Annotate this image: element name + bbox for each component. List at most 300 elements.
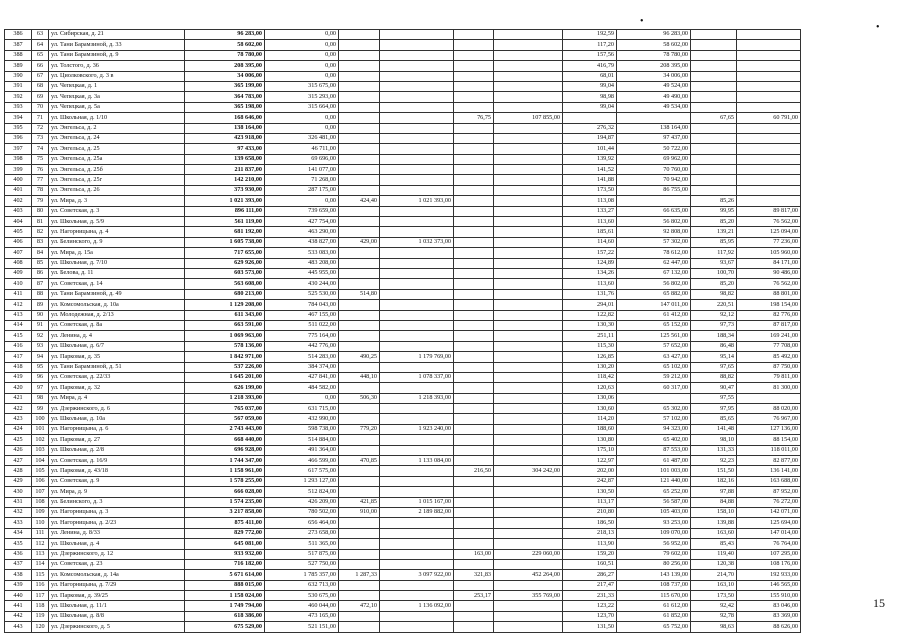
table-row	[5, 528, 801, 538]
table-cell: ул. Энгельса, д. 2	[49, 123, 185, 133]
table-cell: 79 602,00	[617, 549, 691, 559]
table-cell: 1 785 357,00	[265, 570, 339, 580]
table-cell	[380, 591, 454, 601]
table-cell: 61 487,00	[617, 456, 691, 466]
table-cell: ул. Нагорницына, д. 6	[49, 424, 185, 434]
table-cell	[380, 341, 454, 351]
table-cell: 63 427,00	[617, 352, 691, 362]
table-cell: 136 141,00	[737, 466, 801, 476]
table-cell: 409	[5, 268, 32, 278]
table-cell: 1 645 201,00	[185, 372, 265, 382]
table-cell: 86,48	[691, 341, 737, 351]
table-cell: 100,70	[691, 268, 737, 278]
table-cell: 427 754,00	[265, 217, 339, 227]
table-cell: 484 582,00	[265, 383, 339, 393]
table-cell	[494, 30, 563, 40]
table-cell	[454, 435, 494, 445]
table-cell	[380, 487, 454, 497]
table-cell	[454, 507, 494, 517]
table-cell	[494, 40, 563, 50]
table-cell: 88 154,00	[737, 435, 801, 445]
table-cell: 98,63	[691, 622, 737, 632]
table-cell	[494, 310, 563, 320]
table-cell	[339, 435, 380, 445]
table-cell	[494, 258, 563, 268]
table-cell	[454, 310, 494, 320]
table-cell: ул. Парковая, д. 35	[49, 352, 185, 362]
table-cell	[454, 320, 494, 330]
table-cell: 294,01	[563, 300, 617, 310]
table-cell	[494, 622, 563, 632]
table-cell: 716 182,00	[185, 559, 265, 569]
table-cell: 399	[5, 165, 32, 175]
table-cell: 779,20	[339, 424, 380, 434]
table-cell	[454, 372, 494, 382]
table-cell: 91	[32, 320, 49, 330]
table-cell	[339, 539, 380, 549]
table-cell: ул. Парковая, д. 43/18	[49, 466, 185, 476]
table-cell: 65 882,00	[617, 289, 691, 299]
table-cell: 60 791,00	[737, 113, 801, 123]
table-cell: 251,11	[563, 331, 617, 341]
table-cell: 214,70	[691, 570, 737, 580]
table-cell: ул. Советская, д. 23	[49, 559, 185, 569]
table-cell: ул. Дзержинского, д. 5	[49, 622, 185, 632]
table-cell: 65 302,00	[617, 404, 691, 414]
table-cell: 112	[32, 539, 49, 549]
table-cell: 910,00	[339, 507, 380, 517]
table-cell	[737, 123, 801, 133]
table-cell	[454, 424, 494, 434]
table-cell: 60 317,00	[617, 383, 691, 393]
table-cell: ул. Мира, д. 9	[49, 487, 185, 497]
table-cell: 415	[5, 331, 32, 341]
table-cell: 82 776,00	[737, 310, 801, 320]
table-cell: 139,88	[691, 518, 737, 528]
table-row	[5, 580, 801, 590]
table-cell	[691, 102, 737, 112]
table-cell: 118 011,00	[737, 445, 801, 455]
table-cell	[380, 622, 454, 632]
table-cell: 68	[32, 81, 49, 91]
table-cell	[454, 300, 494, 310]
table-cell	[494, 237, 563, 247]
table-cell	[454, 279, 494, 289]
table-cell: 61 612,00	[617, 601, 691, 611]
table-cell: 424	[5, 424, 32, 434]
table-cell: ул. Мира, д. 15а	[49, 248, 185, 258]
table-row	[5, 268, 801, 278]
table-cell	[380, 549, 454, 559]
table-cell	[380, 61, 454, 71]
table-cell: 76 764,00	[737, 539, 801, 549]
table-cell: 175,10	[563, 445, 617, 455]
table-cell	[494, 393, 563, 403]
table-cell: 97,88	[691, 487, 737, 497]
table-row	[5, 487, 801, 497]
table-cell: 130,80	[563, 435, 617, 445]
table-cell	[380, 113, 454, 123]
table-cell	[380, 466, 454, 476]
table-cell: ул. Молодежная, д. 2/13	[49, 310, 185, 320]
table-cell: 1 129 208,00	[185, 300, 265, 310]
table-cell: 107 855,00	[494, 113, 563, 123]
table-cell: 79	[32, 196, 49, 206]
table-cell: 85,26	[691, 196, 737, 206]
table-cell	[494, 300, 563, 310]
table-cell: 355 769,00	[494, 591, 563, 601]
table-cell	[691, 92, 737, 102]
table-cell: 527 750,00	[265, 559, 339, 569]
table-cell	[494, 539, 563, 549]
table-cell	[339, 268, 380, 278]
table-cell: 411	[5, 289, 32, 299]
table-cell	[617, 113, 691, 123]
table-cell	[380, 217, 454, 227]
table-cell: 632 713,00	[265, 580, 339, 590]
table-cell: 1 923 240,00	[380, 424, 454, 434]
table-cell	[339, 50, 380, 60]
table-cell: 182,16	[691, 476, 737, 486]
table-cell: 102	[32, 435, 49, 445]
table-cell: 286,27	[563, 570, 617, 580]
table-cell: 428	[5, 466, 32, 476]
table-cell: 875 411,00	[185, 518, 265, 528]
table-cell	[563, 113, 617, 123]
table-cell: 696 928,00	[185, 445, 265, 455]
table-cell: 67 132,00	[617, 268, 691, 278]
table-cell: 97,73	[691, 320, 737, 330]
table-row	[5, 435, 801, 445]
table-row	[5, 476, 801, 486]
table-cell: ул. Советская, д. 9	[49, 476, 185, 486]
table-cell: 57 652,00	[617, 341, 691, 351]
table-cell: 472,10	[339, 601, 380, 611]
table-cell: 89 817,00	[737, 206, 801, 216]
table-row	[5, 227, 801, 237]
table-cell: 437	[5, 559, 32, 569]
table-cell: 396	[5, 133, 32, 143]
table-cell: ул. Энгельса, д. 26	[49, 185, 185, 195]
table-cell: 421,85	[339, 497, 380, 507]
table-cell: 76	[32, 165, 49, 175]
table-cell: 87 750,00	[737, 362, 801, 372]
table-cell: 321,83	[454, 570, 494, 580]
table-cell	[454, 404, 494, 414]
table-cell: 122,82	[563, 310, 617, 320]
table-cell: 130,30	[563, 320, 617, 330]
table-cell: 1 574 235,00	[185, 497, 265, 507]
table-cell: 680 213,00	[185, 289, 265, 299]
table-cell	[339, 320, 380, 330]
table-cell	[339, 528, 380, 538]
table-cell	[380, 580, 454, 590]
table-cell: 416	[5, 341, 32, 351]
table-cell: 416,79	[563, 61, 617, 71]
table-cell: 106	[32, 476, 49, 486]
table-cell: 113,60	[563, 217, 617, 227]
table-cell: 85,20	[691, 279, 737, 289]
table-cell: 125 094,00	[737, 227, 801, 237]
table-cell: 57 302,00	[617, 237, 691, 247]
table-cell	[494, 248, 563, 258]
table-cell: 88 801,00	[737, 289, 801, 299]
table-row	[5, 414, 801, 424]
table-cell: 71	[32, 113, 49, 123]
table-cell: 242,87	[563, 476, 617, 486]
table-cell: 111	[32, 528, 49, 538]
table-cell: 406	[5, 237, 32, 247]
table-cell: 83 046,00	[737, 601, 801, 611]
table-cell: 1 078 337,00	[380, 372, 454, 382]
table-cell: 117,20	[563, 40, 617, 50]
table-cell	[380, 435, 454, 445]
table-cell: 123,70	[563, 611, 617, 621]
table-cell	[339, 591, 380, 601]
table-row	[5, 217, 801, 227]
table-cell: ул. Сибирская, д. 21	[49, 30, 185, 40]
table-cell: 463 290,00	[265, 227, 339, 237]
table-cell: 1 605 738,00	[185, 237, 265, 247]
table-cell: 315 675,00	[265, 81, 339, 91]
table-cell: 0,00	[265, 123, 339, 133]
table-cell: 97 433,00	[185, 144, 265, 154]
table-cell: 1 021 393,00	[185, 196, 265, 206]
table-cell	[339, 165, 380, 175]
table-cell: ул. Ленина, д. 4	[49, 331, 185, 341]
table-cell: 578 136,00	[185, 341, 265, 351]
table-row	[5, 539, 801, 549]
table-cell: ул. Школьная, д. 5/9	[49, 217, 185, 227]
table-cell	[339, 185, 380, 195]
table-cell	[691, 71, 737, 81]
table-cell: 533 083,00	[265, 248, 339, 258]
table-cell: ул. Чепецкая, д. 5а	[49, 102, 185, 112]
table-cell: 775 164,00	[265, 331, 339, 341]
table-cell	[454, 414, 494, 424]
table-cell: 1 179 769,00	[380, 352, 454, 362]
table-cell: 217,47	[563, 580, 617, 590]
table-cell: 1 032 373,00	[380, 237, 454, 247]
table-cell	[380, 383, 454, 393]
table-cell: 90	[32, 310, 49, 320]
table-cell	[691, 30, 737, 40]
table-cell: 315 664,00	[265, 102, 339, 112]
table-cell: 391	[5, 81, 32, 91]
table-cell: 92,12	[691, 310, 737, 320]
table-cell: 107	[32, 487, 49, 497]
table-cell: 69 962,00	[617, 154, 691, 164]
table-cell: 1 158 024,00	[185, 591, 265, 601]
table-cell: 888 015,00	[185, 580, 265, 590]
table-cell: 101 003,00	[617, 466, 691, 476]
table-cell: 563 608,00	[185, 279, 265, 289]
table-cell	[494, 611, 563, 621]
table-cell: 448,10	[339, 372, 380, 382]
table-cell: 598 738,00	[265, 424, 339, 434]
table-cell: 163 688,00	[737, 476, 801, 486]
table-cell: 426	[5, 445, 32, 455]
table-cell: 98	[32, 393, 49, 403]
table-cell	[737, 165, 801, 175]
table-cell: 98,82	[691, 289, 737, 299]
table-row	[5, 622, 801, 632]
table-cell: 402	[5, 196, 32, 206]
table-cell: 138 164,00	[617, 123, 691, 133]
table-cell	[454, 268, 494, 278]
table-cell: 784 043,00	[265, 300, 339, 310]
table-cell: ул. Мира, д. 3	[49, 196, 185, 206]
table-cell	[494, 50, 563, 60]
table-cell: 617 575,00	[265, 466, 339, 476]
table-cell: 69 696,00	[265, 154, 339, 164]
table-cell	[454, 92, 494, 102]
table-cell: 126,85	[563, 352, 617, 362]
table-cell	[339, 518, 380, 528]
table-cell: 87 553,00	[617, 445, 691, 455]
table-cell	[380, 528, 454, 538]
table-cell: 130,60	[563, 404, 617, 414]
table-cell: 1 287,33	[339, 570, 380, 580]
table-row	[5, 518, 801, 528]
table-cell: ул. Циолковского, д. 3 в	[49, 71, 185, 81]
table-cell: 139 658,00	[185, 154, 265, 164]
table-cell	[737, 30, 801, 40]
table-cell: 208 395,00	[185, 61, 265, 71]
table-cell: 155 910,00	[737, 591, 801, 601]
table-cell	[454, 611, 494, 621]
table-cell: 185,61	[563, 227, 617, 237]
table-cell	[454, 185, 494, 195]
table-cell: 130,20	[563, 362, 617, 372]
table-cell: 92	[32, 331, 49, 341]
table-cell	[691, 185, 737, 195]
table-cell: ул. Парковая, д. 39/25	[49, 591, 185, 601]
table-row	[5, 445, 801, 455]
table-cell: 506,30	[339, 393, 380, 403]
table-cell: 101,44	[563, 144, 617, 154]
table-cell: 94 323,00	[617, 424, 691, 434]
table-cell: 442	[5, 611, 32, 621]
table-row	[5, 50, 801, 60]
table-cell: 0,00	[265, 50, 339, 60]
table-cell: 2 743 443,00	[185, 424, 265, 434]
table-cell	[494, 133, 563, 143]
table-cell	[380, 279, 454, 289]
table-cell	[339, 227, 380, 237]
table-cell: 514 884,00	[265, 435, 339, 445]
table-cell: 433	[5, 518, 32, 528]
table-cell: 131,76	[563, 289, 617, 299]
table-cell: 77 236,00	[737, 237, 801, 247]
table-cell: 49 534,00	[617, 102, 691, 112]
table-cell: 198 154,00	[737, 300, 801, 310]
table-cell	[454, 154, 494, 164]
table-cell: 99,95	[691, 206, 737, 216]
table-row	[5, 497, 801, 507]
table-cell: 76 562,00	[737, 217, 801, 227]
table-row	[5, 30, 801, 40]
table-cell: 525 530,00	[265, 289, 339, 299]
table-cell: 404	[5, 217, 32, 227]
table-cell	[339, 559, 380, 569]
table-cell: 116	[32, 580, 49, 590]
table-cell	[380, 559, 454, 569]
table-cell: 64	[32, 40, 49, 50]
table-cell: 77 708,00	[737, 341, 801, 351]
table-cell: 192 933,00	[737, 570, 801, 580]
table-cell: 157,22	[563, 248, 617, 258]
table-cell: 130,06	[563, 393, 617, 403]
table-cell	[339, 300, 380, 310]
table-cell: 66	[32, 61, 49, 71]
table-cell: 34 006,00	[185, 71, 265, 81]
table-row	[5, 549, 801, 559]
table-row	[5, 113, 801, 123]
table-row	[5, 372, 801, 382]
table-cell	[454, 497, 494, 507]
table-cell: 666 028,00	[185, 487, 265, 497]
table-cell: 216,50	[454, 466, 494, 476]
scan-mark: •	[876, 22, 880, 33]
table-cell	[494, 456, 563, 466]
table-cell: 97,95	[691, 404, 737, 414]
table-cell: 87	[32, 279, 49, 289]
table-cell: 418	[5, 362, 32, 372]
table-cell	[494, 601, 563, 611]
table-cell: ул. Чепецкая, д. 3а	[49, 92, 185, 102]
table-cell: 115 670,00	[617, 591, 691, 601]
table-cell	[494, 559, 563, 569]
table-cell	[494, 445, 563, 455]
table-cell: 139,21	[691, 227, 737, 237]
table-cell: ул. Школьная, д. 8/8	[49, 611, 185, 621]
table-cell: 89	[32, 300, 49, 310]
table-cell: 414	[5, 320, 32, 330]
table-cell: 100	[32, 414, 49, 424]
table-row	[5, 185, 801, 195]
table-cell: 95,14	[691, 352, 737, 362]
table-cell	[691, 81, 737, 91]
table-cell: 77	[32, 175, 49, 185]
table-cell	[494, 165, 563, 175]
table-cell: 423	[5, 414, 32, 424]
table-row	[5, 591, 801, 601]
table-cell: 114	[32, 559, 49, 569]
table-cell: 142 071,00	[737, 507, 801, 517]
table-row	[5, 362, 801, 372]
table-cell: 364 783,00	[185, 92, 265, 102]
table-cell: 104	[32, 456, 49, 466]
table-cell: 388	[5, 50, 32, 60]
table-cell: 3 217 858,00	[185, 507, 265, 517]
table-cell: 65 252,00	[617, 487, 691, 497]
table-cell: 119	[32, 611, 49, 621]
table-cell: 439	[5, 580, 32, 590]
table-cell: 521 151,00	[265, 622, 339, 632]
table-cell: 84 171,00	[737, 258, 801, 268]
table-cell	[339, 133, 380, 143]
table-cell: ул. Энгельса, д. 25а	[49, 154, 185, 164]
table-cell: 470,85	[339, 456, 380, 466]
table-cell: 611 343,00	[185, 310, 265, 320]
table-cell: 34 006,00	[617, 71, 691, 81]
table-cell: 142 210,00	[185, 175, 265, 185]
table-cell	[380, 144, 454, 154]
table-cell	[380, 92, 454, 102]
table-cell: 85,43	[691, 539, 737, 549]
table-cell: 108 737,00	[617, 580, 691, 590]
